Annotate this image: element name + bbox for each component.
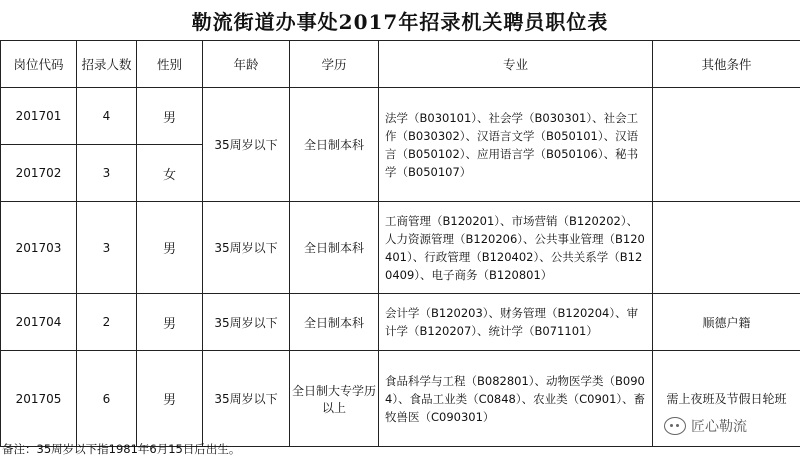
age-requirement: 35周岁以下 xyxy=(203,88,290,202)
page-title: 勒流街道办事处2017年招录机关聘员职位表 xyxy=(191,9,609,34)
header-cell: 专业 xyxy=(379,41,653,88)
major-requirement: 工商管理（B120201）、市场营销（B120202）、人力资源管理（B120206）、公共事业管理（B120401）、行政管理（B120402）、公共关系学（B120409）、电子商务（B120801） xyxy=(379,202,653,294)
other-conditions xyxy=(653,88,800,202)
age-requirement: 35周岁以下 xyxy=(203,294,290,351)
gender: 男 xyxy=(137,88,203,145)
age-requirement: 35周岁以下 xyxy=(203,202,290,294)
header-cell: 招录人数 xyxy=(77,41,137,88)
gender: 女 xyxy=(137,145,203,202)
hire-count: 3 xyxy=(77,202,137,294)
table-row xyxy=(1,202,800,294)
gender: 男 xyxy=(137,351,203,447)
table-header-row xyxy=(1,41,800,88)
position-code: 201701 xyxy=(1,88,77,145)
age-requirement: 35周岁以下 xyxy=(203,351,290,447)
gender: 男 xyxy=(137,202,203,294)
position-code: 201703 xyxy=(1,202,77,294)
other-conditions: 需上夜班及节假日轮班 xyxy=(653,351,800,447)
position-code: 201704 xyxy=(1,294,77,351)
gender: 男 xyxy=(137,294,203,351)
other-conditions xyxy=(653,202,800,294)
education-requirement: 全日制本科 xyxy=(290,294,379,351)
watermark-text: 匠心勒流 xyxy=(691,419,747,435)
position-code: 201702 xyxy=(1,145,77,202)
education-requirement: 全日制本科 xyxy=(290,202,379,294)
hire-count: 2 xyxy=(77,294,137,351)
footnote: 备注：35周岁以下指1981年6月15日后出生。 xyxy=(2,442,241,456)
header-cell: 学历 xyxy=(290,41,379,88)
major-requirement: 会计学（B120203）、财务管理（B120204）、审计学（B120207）、统计学（B071101） xyxy=(379,294,653,351)
table-row xyxy=(1,88,800,145)
header-cell: 年龄 xyxy=(203,41,290,88)
hire-count: 6 xyxy=(77,351,137,447)
header-cell: 岗位代码 xyxy=(1,41,77,88)
hire-count: 3 xyxy=(77,145,137,202)
watermark xyxy=(664,416,747,436)
wechat-icon xyxy=(664,417,686,435)
positions-table xyxy=(0,40,800,447)
header-cell: 性别 xyxy=(137,41,203,88)
education-requirement: 全日制大专学历以上 xyxy=(290,351,379,447)
education-requirement: 全日制本科 xyxy=(290,88,379,202)
major-requirement: 食品科学与工程（B082801）、动物医学类（B0904）、食品工业类（C0848）、农业类（C0901）、畜牧兽医（C090301） xyxy=(379,351,653,447)
major-requirement: 法学（B030101）、社会学（B030301）、社会工作（B030302）、汉语言文学（B050101）、汉语言（B050102）、应用语言学（B050106）、秘书学（B050107） xyxy=(379,88,653,202)
table-row xyxy=(1,294,800,351)
other-conditions: 顺德户籍 xyxy=(653,294,800,351)
position-code: 201705 xyxy=(1,351,77,447)
hire-count: 4 xyxy=(77,88,137,145)
header-cell: 其他条件 xyxy=(653,41,800,88)
